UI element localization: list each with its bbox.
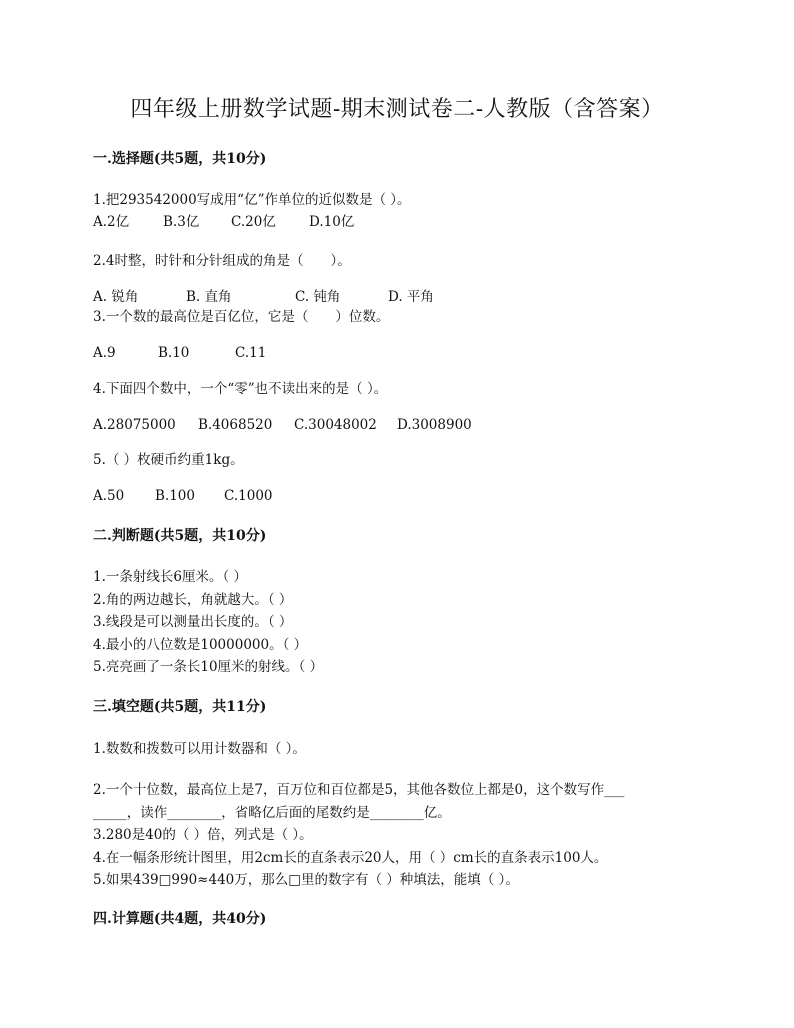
option: A.50 xyxy=(93,488,125,504)
option: C.1000 xyxy=(224,488,273,504)
list-item: 4.在一幅条形统计图里，用2cm长的直条表示20人，用（ ）cm长的直条表示100人。 xyxy=(93,850,608,866)
option: D.3008900 xyxy=(397,417,472,433)
list-item: 1.一条射线长6厘米。（ ） xyxy=(93,569,248,585)
section-heading-judgement: 二.判断题(共5题，共10分) xyxy=(93,528,267,544)
option: C. 钝角 xyxy=(295,289,341,305)
list-item: 3.280是40的（ ）倍，列式是（ ）。 xyxy=(93,827,313,843)
option: A.2亿 xyxy=(93,214,130,230)
option: B.4068520 xyxy=(198,417,273,433)
section-heading-calc: 四.计算题(共4题，共40分) xyxy=(93,911,267,927)
list-item: 5.如果439□990≈440万，那么□里的数字有（ ）种填法，能填（ ）。 xyxy=(93,872,519,888)
question-text: 4.下面四个数中，一个“零”也不读出来的是（ ）。 xyxy=(93,381,388,397)
option: B.3亿 xyxy=(163,214,200,230)
question-text: 5.（ ）枚硬币约重1kg。 xyxy=(93,452,244,468)
page-title: 四年级上册数学试题-期末测试卷二-人教版（含答案） xyxy=(130,97,664,122)
section-heading-fill: 三.填空题(共5题，共11分) xyxy=(93,699,267,715)
option: B.10 xyxy=(158,345,190,361)
list-item: 1.数数和拨数可以用计数器和（ ）。 xyxy=(93,741,306,757)
question-text: 2.4时整，时针和分针组成的角是（ ）。 xyxy=(93,253,351,269)
section-heading-choice: 一.选择题(共5题，共10分) xyxy=(93,151,267,167)
list-item: 2.一个十位数，最高位上是7，百万位和百位都是5，其他各数位上都是0，这个数写作___ xyxy=(93,782,625,798)
option: B.100 xyxy=(155,488,195,504)
option: C.11 xyxy=(235,345,267,361)
list-item: 5.亮亮画了一条长10厘米的射线。（ ） xyxy=(93,659,324,675)
question-text: 3.一个数的最高位是百亿位，它是（ ）位数。 xyxy=(93,309,390,325)
list-item: 2.角的两边越长，角就越大。（ ） xyxy=(93,592,293,608)
option: A.9 xyxy=(93,345,116,361)
option: B. 直角 xyxy=(186,289,232,305)
option: A. 锐角 xyxy=(93,289,139,305)
list-item: 3.线段是可以测量出长度的。（ ） xyxy=(93,614,293,630)
option: C.20亿 xyxy=(231,214,276,230)
option: D.10亿 xyxy=(309,214,355,230)
option: D. 平角 xyxy=(388,289,434,305)
question-text: 1.把293542000写成用“亿”作单位的近似数是（ ）。 xyxy=(93,192,411,208)
list-item: 4.最小的八位数是10000000。（ ） xyxy=(93,637,308,653)
list-item: _____，读作________，省略亿后面的尾数约是________亿。 xyxy=(93,805,451,821)
option: C.30048002 xyxy=(294,417,377,433)
option: A.28075000 xyxy=(93,417,176,433)
